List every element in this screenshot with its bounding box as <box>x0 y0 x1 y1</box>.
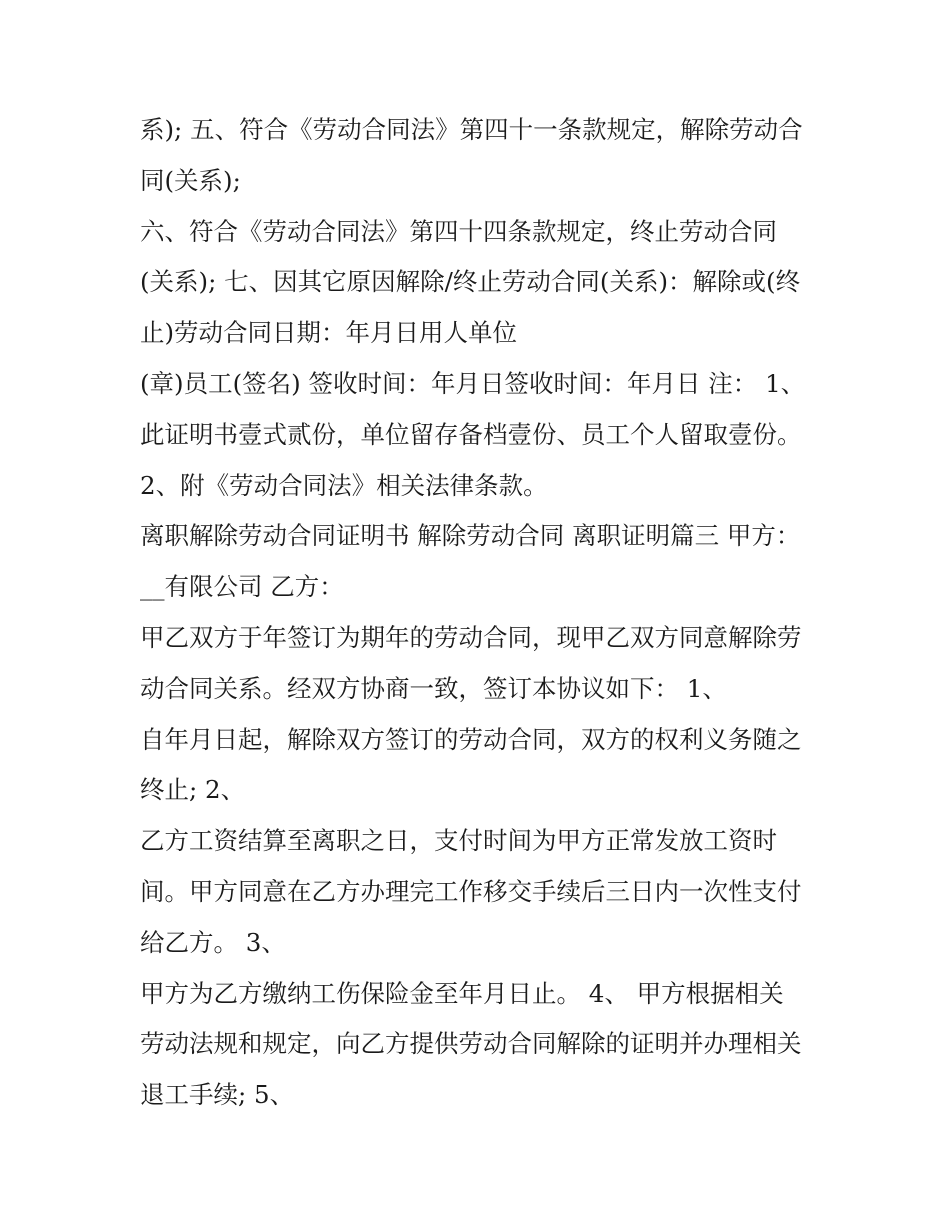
text-line: 甲乙双方于年签订为期年的劳动合同，现甲乙双方同意解除劳 <box>140 622 802 652</box>
text-line: __有限公司 乙方： <box>140 572 344 602</box>
text-line: (关系); 七、因其它原因解除/终止劳动合同(关系)：解除或(终 <box>140 267 801 297</box>
text-line: 自年月日起，解除双方签订的劳动合同，双方的权利义务随之 <box>140 724 802 754</box>
text-line: 此证明书壹式贰份，单位留存备档壹份、员工个人留取壹份。 <box>140 419 802 449</box>
text-line: 甲方为乙方缴纳工伤保险金至年月日止。 4、 甲方根据相关 <box>140 978 784 1008</box>
text-line: 终止; 2、 <box>140 775 246 805</box>
document-body <box>140 105 830 1121</box>
text-line: 动合同关系。经双方协商一致，签订本协议如下： 1、 <box>140 673 727 703</box>
text-line: 系); 五、符合《劳动合同法》第四十一条款规定，解除劳动合 <box>140 115 803 144</box>
text-line: 2、附《劳动合同法》相关法律条款。 <box>140 470 548 500</box>
text-line: 劳动法规和规定，向乙方提供劳动合同解除的证明并办理相关 <box>140 1029 802 1059</box>
text-line: 止)劳动合同日期：年月日用人单位 <box>140 318 518 348</box>
text-line: 退工手续; 5、 <box>140 1080 295 1110</box>
text-line: 乙方工资结算至离职之日，支付时间为甲方正常发放工资时 <box>140 826 777 856</box>
text-line: 给乙方。 3、 <box>140 927 286 957</box>
text-line: 间。甲方同意在乙方办理完工作移交手续后三日内一次性支付 <box>140 876 802 906</box>
text-line: 六、符合《劳动合同法》第四十四条款规定，终止劳动合同 <box>140 216 777 246</box>
text-line: (章)员工(签名) 签收时间：年月日签收时间：年月日 注： 1、 <box>140 368 806 398</box>
section-heading-line: 离职解除劳动合同证明书 解除劳动合同 离职证明篇三 甲方： <box>140 521 801 551</box>
text-line: 同(关系); <box>140 165 241 195</box>
